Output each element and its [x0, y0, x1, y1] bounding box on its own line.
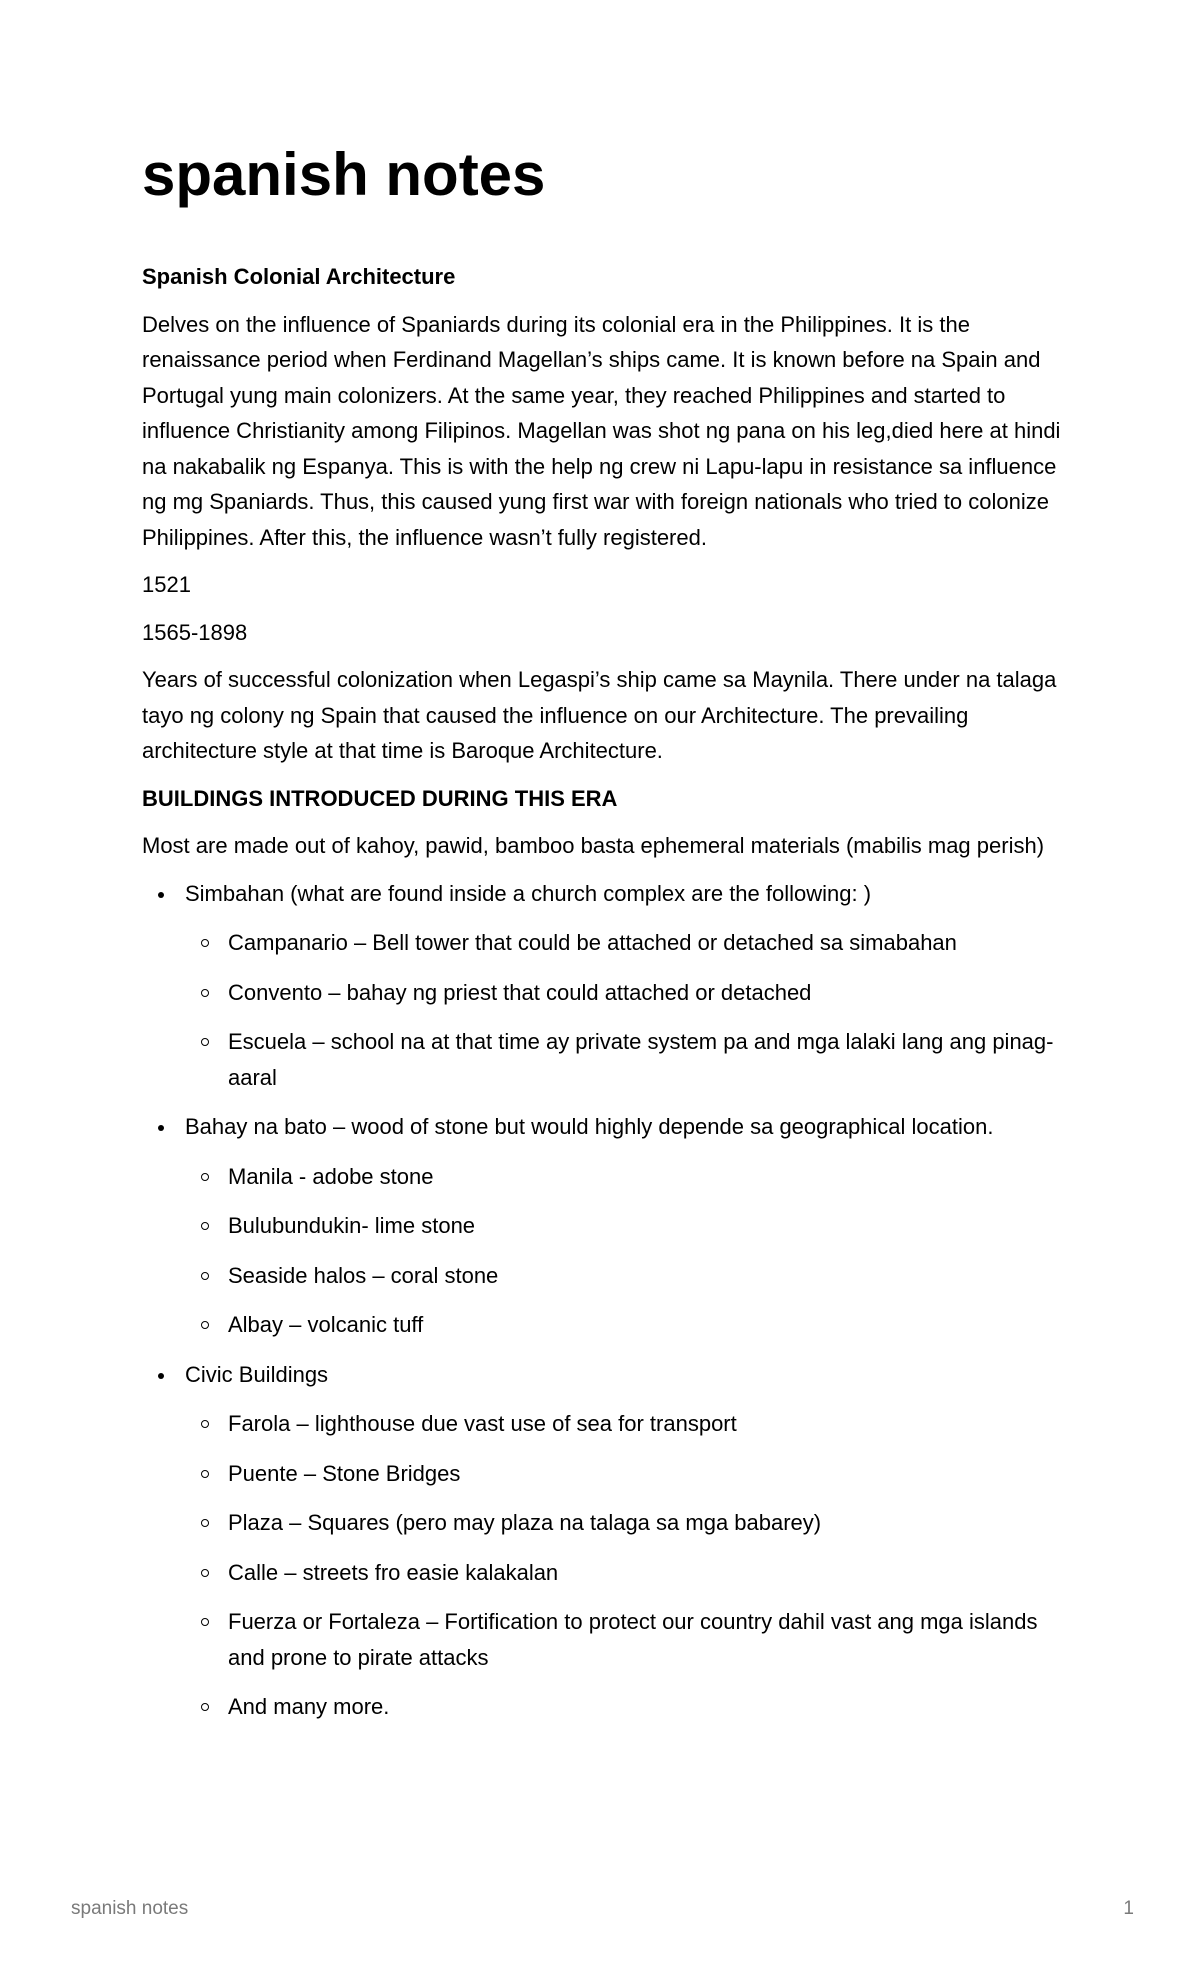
page-footer	[71, 1898, 1134, 1920]
list-item	[142, 1109, 1072, 1343]
list-item	[142, 1357, 1072, 1725]
materials-paragraph: Most are made out of kahoy, pawid, bamboo basta ephemeral materials (mabilis mag perish)	[142, 833, 1045, 858]
sub-list-item: Escuela – school na at that time ay private system pa and mga lalaki lang ang pinag-aaral	[185, 1024, 1072, 1095]
section-heading: Spanish Colonial Architecture	[142, 264, 456, 289]
footer-page-number: 1	[1123, 1898, 1134, 1919]
list-item-label: Simbahan (what are found inside a church complex are the following: )	[185, 880, 872, 906]
sub-list-item: Campanario – Bell tower that could be attached or detached sa simabahan	[185, 925, 1072, 961]
sub-list-item: Plaza – Squares (pero may plaza na talaga sa mga babarey)	[185, 1505, 1072, 1541]
buildings-list	[142, 876, 1072, 1725]
year-range: 1565-1898	[142, 619, 248, 645]
sub-list-item: Seaside halos – coral stone	[185, 1258, 1072, 1294]
list-item	[142, 876, 1072, 1096]
intro-paragraph: Delves on the influence of Spaniards during its colonial era in the Philippines. It is the renaissance period when Ferdinand Magellan’s ships came. It is known before na Spain and Portugal yung main colonizers. At the same year, they reached Philippines and started to influence Christianity among Filipinos. Magellan was shot ng pana on his leg,died here at hindi na nakabalik ng Espanya. This is with the help ng crew ni Lapu-lapu in resistance sa influence ng mg Spaniards. Thus, this caused yung first war with foreign nationals who tried to colonize Philippines. After this, the influence wasn’t fully registered.	[142, 311, 1061, 550]
document-body	[142, 259, 1072, 1739]
sub-list-item: Bulubundukin- lime stone	[185, 1208, 1072, 1244]
sub-list-item: Calle – streets fro easie kalakalan	[185, 1555, 1072, 1591]
sub-list-item: Fuerza or Fortaleza – Fortification to protect our country dahil vast ang mga islands and prone to pirate attacks	[185, 1604, 1072, 1675]
sub-list-item: Farola – lighthouse due vast use of sea for transport	[185, 1406, 1072, 1442]
buildings-heading: BUILDINGS INTRODUCED DURING THIS ERA	[142, 785, 618, 811]
list-item-label: Bahay na bato – wood of stone but would highly depende sa geographical location.	[185, 1114, 994, 1139]
year-1521: 1521	[142, 572, 191, 597]
sub-list-item: Manila - adobe stone	[185, 1159, 1072, 1195]
sub-list-item: Albay – volcanic tuff	[185, 1307, 1072, 1343]
sub-list	[185, 1159, 1072, 1343]
colonization-paragraph: Years of successful colonization when Legaspi’s ship came sa Maynila. There under na talaga tayo ng colony ng Spain that caused the influence on our Architecture. The prevailing architecture style at that time is Baroque Architecture.	[142, 667, 1057, 763]
sub-list-item: Convento – bahay ng priest that could attached or detached	[185, 975, 1072, 1011]
sub-list	[185, 925, 1072, 1095]
sub-list-item: Puente – Stone Bridges	[185, 1456, 1072, 1492]
sub-list-item: And many more.	[185, 1689, 1072, 1725]
page-title: spanish notes	[142, 141, 546, 208]
sub-list	[185, 1406, 1072, 1725]
footer-doc-name: spanish notes	[71, 1898, 189, 1919]
list-item-label: Civic Buildings	[185, 1361, 329, 1387]
